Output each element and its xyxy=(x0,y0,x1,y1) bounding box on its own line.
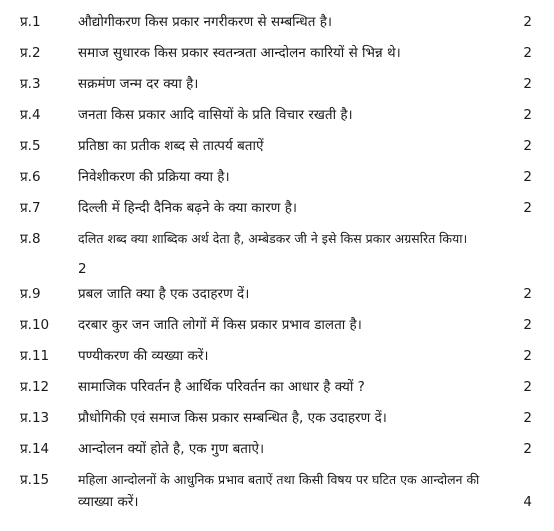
question-marks: 2 xyxy=(523,76,532,92)
question-text: सामाजिक परिवर्तन है आर्थिक परिवर्तन का आधार है क्यों ? xyxy=(78,379,365,395)
question-marks: 2 xyxy=(523,441,532,457)
question-text: दरबार कुर जन जाति लोगों में किस प्रकार प्रभाव डालता है। xyxy=(78,317,362,333)
question-text: जनता किस प्रकार आदि वासियों के प्रति विचार रखती है। xyxy=(78,107,353,123)
question-text: सक्रमंण जन्म दर क्या है। xyxy=(78,76,199,92)
question-marks: 2 xyxy=(523,200,532,216)
question-number: प्र.11 xyxy=(20,348,50,364)
question-number: प्र.1 xyxy=(20,14,41,30)
question-text: प्रतिष्ठा का प्रतीक शब्द से तात्पर्य बताऐं xyxy=(78,138,264,154)
question-number: प्र.7 xyxy=(20,200,41,216)
question-number: प्र.13 xyxy=(20,410,50,426)
question-number: प्र.9 xyxy=(20,286,41,302)
question-text: दिल्ली में हिन्दी दैनिक बढ़ने के क्या कारण है। xyxy=(78,200,297,216)
question-number: प्र.10 xyxy=(20,317,50,333)
question-number: प्र.6 xyxy=(20,169,41,185)
question-text: दलित शब्द क्या शाब्दिक अर्थ देता है, अम्बेडकर जी ने इसे किस प्रकार अग्रसरित किया। xyxy=(78,231,468,246)
question-number: प्र.2 xyxy=(20,45,41,61)
question-marks: 2 xyxy=(523,317,532,333)
question-number: प्र.4 xyxy=(20,107,41,123)
question-text: औद्योगीकरण किस प्रकार नगरीकरण से सम्बन्धित है। xyxy=(78,14,332,30)
question-text: पण्यीकरण की व्यख्या करें। xyxy=(78,348,209,364)
question-marks: 2 xyxy=(523,45,532,61)
question-number: प्र.3 xyxy=(20,76,41,92)
question-number: प्र.8 xyxy=(20,231,41,247)
question-number: प्र.15 xyxy=(20,472,50,488)
question-number: प्र.5 xyxy=(20,138,41,154)
question-text: निवेशीकरण की प्रक्रिया क्या है। xyxy=(78,169,230,185)
question-marks: 4 xyxy=(523,494,532,510)
question-text: आन्दोलन क्यों होते है, एक गुण बताऐ। xyxy=(78,441,265,457)
question-text-line-2: व्याख्या करें। xyxy=(78,494,139,510)
question-marks: 2 xyxy=(523,348,532,364)
question-text-line-1: महिला आन्दोलनों के आधुनिक प्रभाव बताऐं तथा किसी विषय पर घटित एक आन्दोलन की xyxy=(78,472,480,487)
question-number: प्र.12 xyxy=(20,379,50,395)
question-text: समाज सुधारक किस प्रकार स्वतन्त्रता आन्दोलन कारियों से भिन्न थे। xyxy=(78,45,401,61)
question-marks: 2 xyxy=(523,410,532,426)
question-marks: 2 xyxy=(523,107,532,123)
question-marks: 2 xyxy=(523,169,532,185)
question-text: प्रौधोगिकी एवं समाज किस प्रकार सम्बन्धित है, एक उदाहरण दें। xyxy=(78,410,387,426)
question-marks: 2 xyxy=(78,261,87,277)
question-number: प्र.14 xyxy=(20,441,50,457)
question-text: प्रबल जाति क्या है एक उदाहरण दें। xyxy=(78,286,250,302)
question-marks: 2 xyxy=(523,379,532,395)
question-marks: 2 xyxy=(523,286,532,302)
question-marks: 2 xyxy=(523,14,532,30)
question-marks: 2 xyxy=(523,138,532,154)
